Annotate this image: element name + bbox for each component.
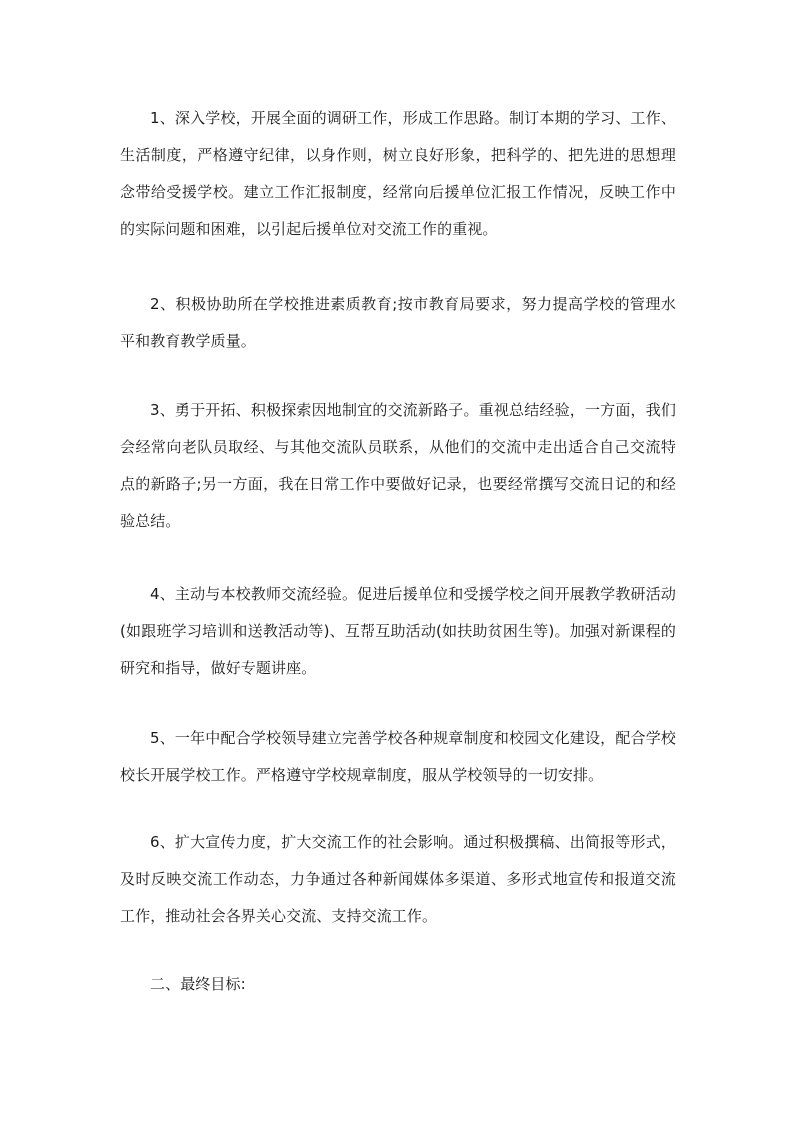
paragraph-1: 1、深入学校，开展全面的调研工作，形成工作思路。制订本期的学习、工作、生活制度，严格遵守纪律，以身作则，树立良好形象，把科学的、把先进的思想理念带给受援学校。建立工作汇报制度，经常向后援单位汇报工作情况，反映工作中的实际问题和困难，以引起后援单位对交流工作的重视。 <box>120 109 676 238</box>
paragraph-5: 5、一年中配合学校领导建立完善学校各种规章制度和校园文化建设，配合学校校长开展学校工作。严格遵守学校规章制度，服从学校领导的一切安排。 <box>120 729 676 784</box>
paragraph-3: 3、勇于开拓、积极探索因地制宜的交流新路子。重视总结经验，一方面，我们会经常向老队员取经、与其他交流队员联系，从他们的交流中走出适合自己交流特点的新路子;另一方面，我在日常工作中要做好记录，也要经常撰写交流日记的和经验总结。 <box>120 401 676 530</box>
paragraph-4: 4、主动与本校教师交流经验。促进后援单位和受援学校之间开展教学教研活动(如跟班学习培训和送教活动等)、互帮互助活动(如扶助贫困生等)。加强对新课程的研究和指导，做好专题讲座。 <box>120 585 676 677</box>
paragraph-6: 6、扩大宣传力度，扩大交流工作的社会影响。通过积极撰稿、出简报等形式，及时反映交流工作动态，力争通过各种新闻媒体多渠道、多形式地宣传和报道交流工作，推动社会各界关心交流、支持交流工作。 <box>120 833 676 925</box>
section-heading-final-goal: 二、最终目标: <box>150 975 246 993</box>
paragraph-2: 2、积极协助所在学校推进素质教育;按市教育局要求，努力提高学校的管理水平和教育教学质量。 <box>120 295 676 350</box>
